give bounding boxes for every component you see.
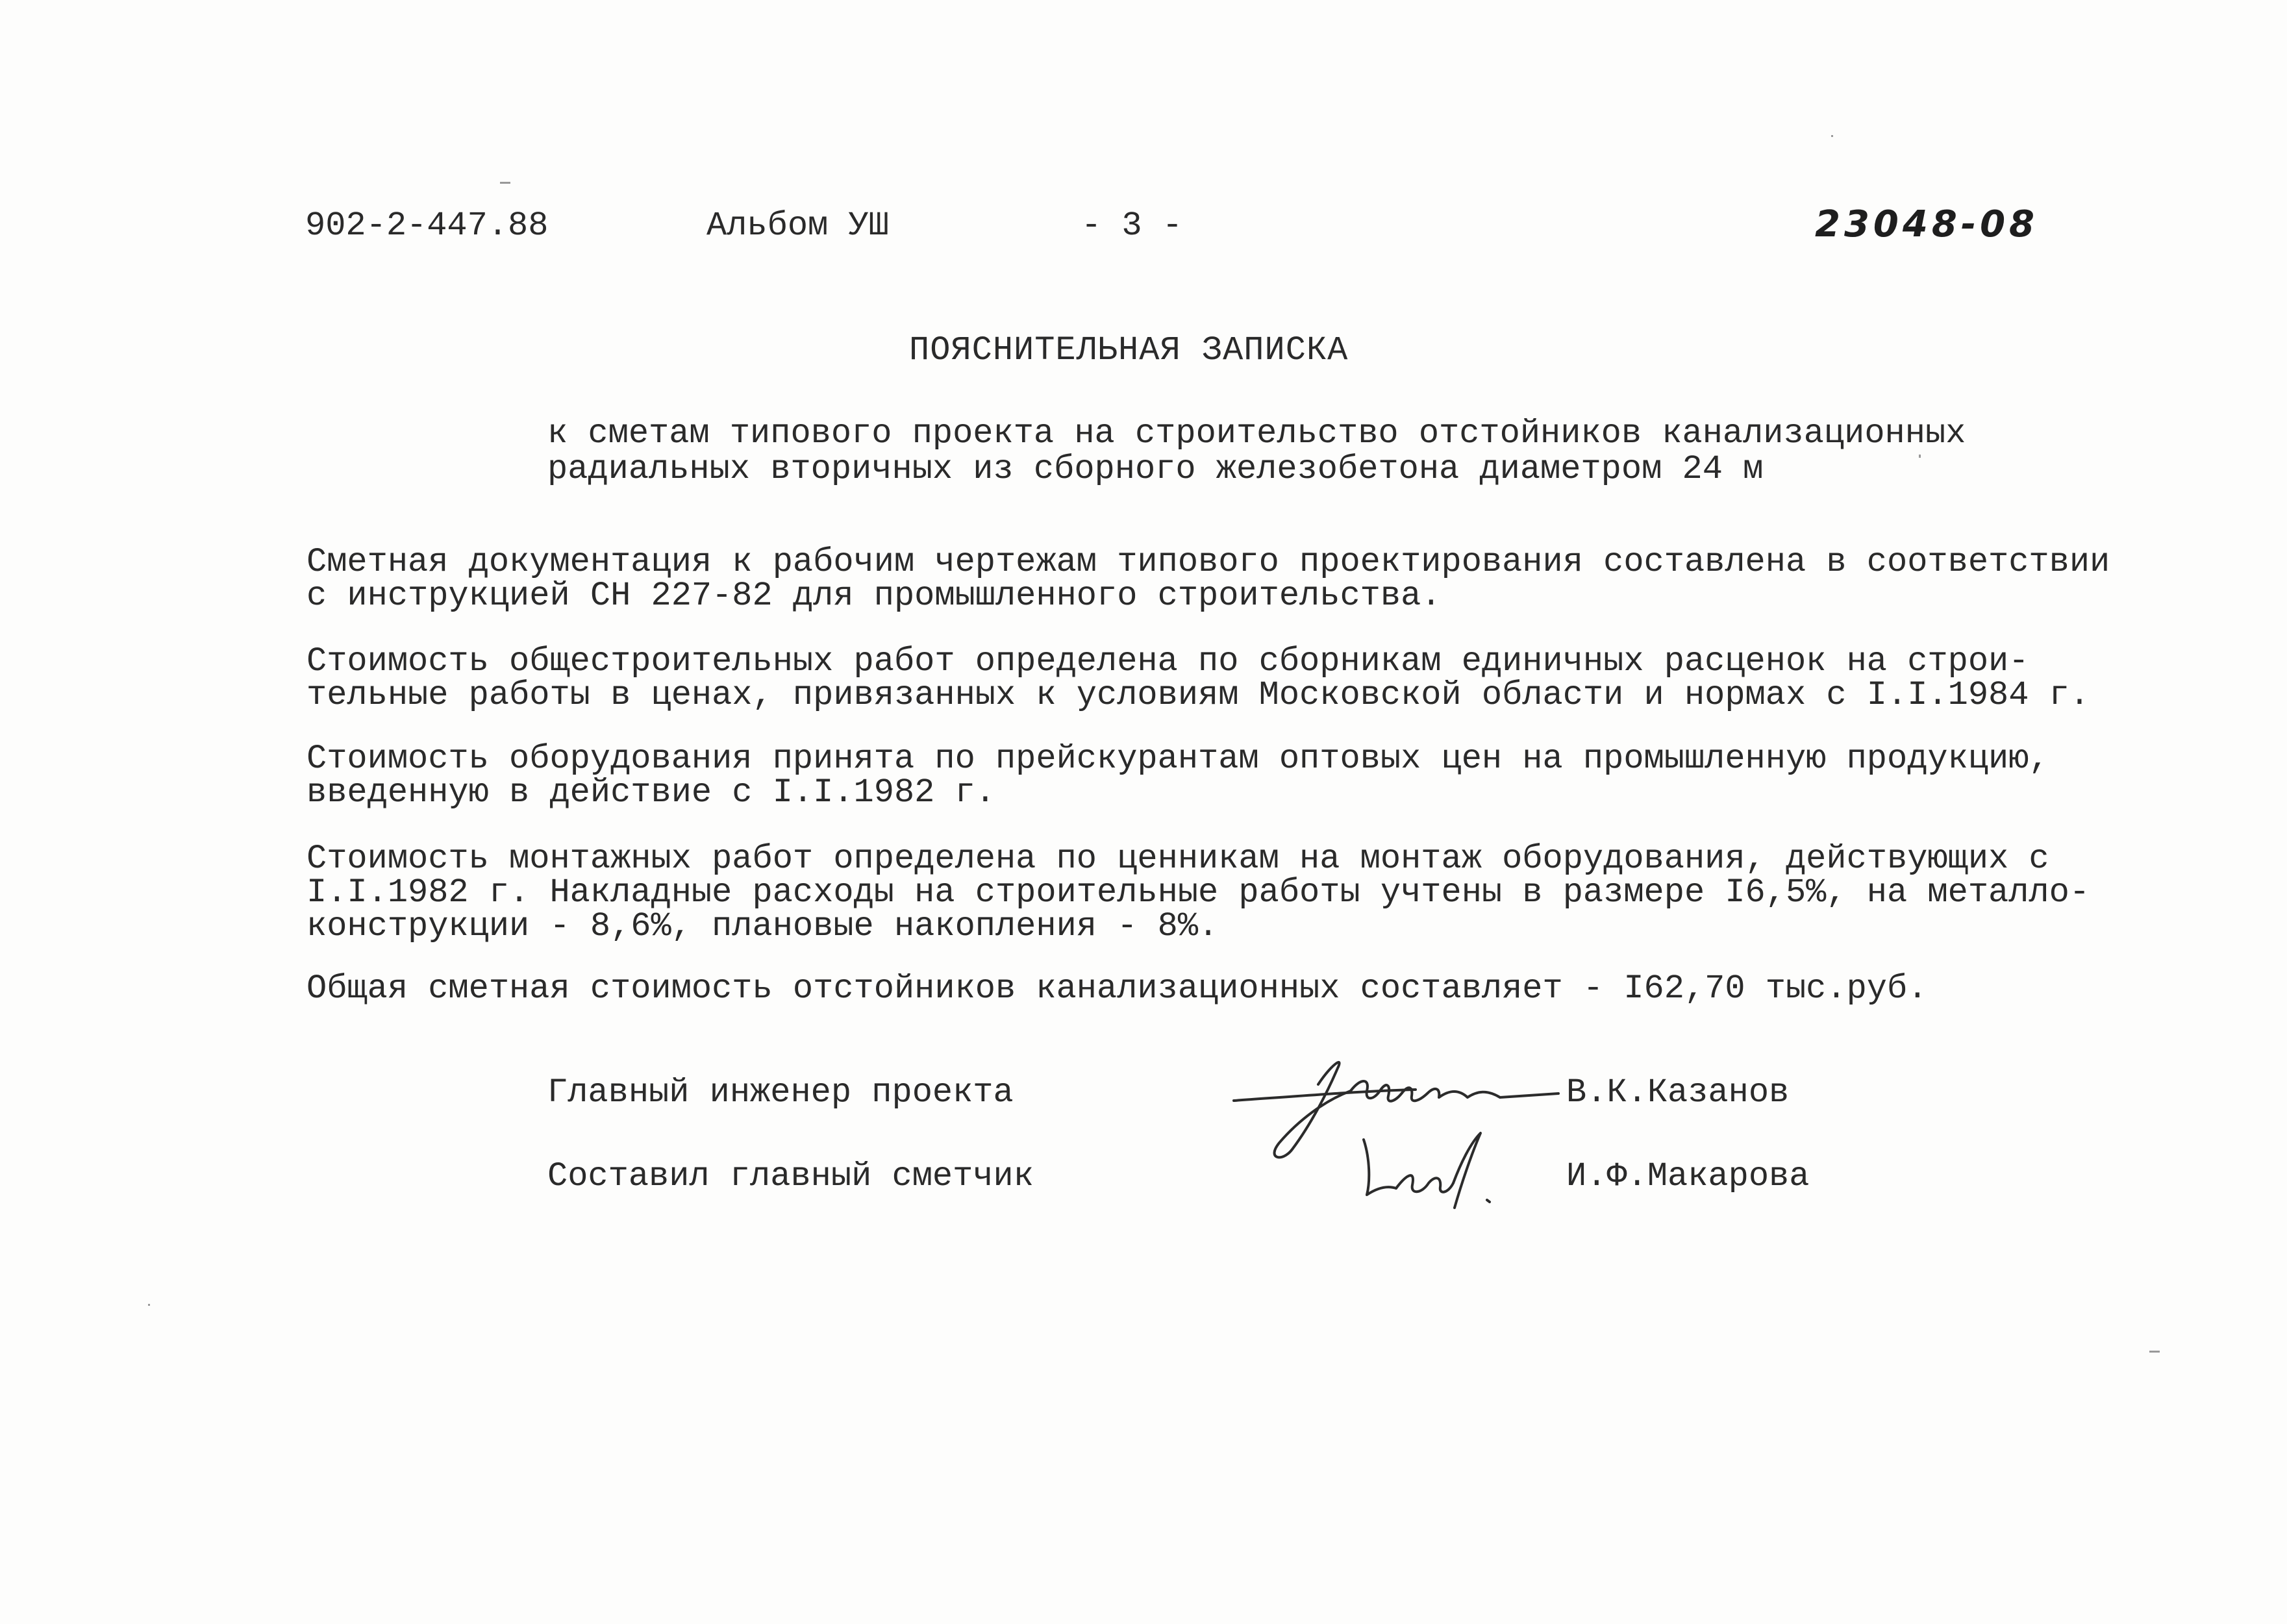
- scan-speck: [500, 182, 510, 184]
- paragraph-line: Стоимость оборудования принята по прейскурантам оптовых цен на промышленную продукцию,: [306, 740, 2049, 778]
- paragraph-documentation: [306, 545, 2110, 613]
- signature-role-chief-engineer: Главный инженер проекта: [547, 1073, 1014, 1112]
- paragraph-line: Общая сметная стоимость отстойников канализационных составляет - I62,70 тыс.руб.: [306, 969, 1928, 1008]
- paragraph-equipment-cost: [306, 742, 2049, 810]
- scan-speck: [1831, 135, 1833, 137]
- paragraph-installation-cost: [306, 842, 2090, 943]
- paragraph-line: Стоимость общестроительных работ определена по сборникам единичных расценок на строи-: [306, 642, 2029, 681]
- paragraph-total-cost: [306, 969, 1928, 1008]
- paragraph-line: конструкции - 8,6%, плановые накопления - 8%.: [306, 907, 1219, 945]
- paragraph-line: с инструкцией СН 227-82 для промышленного строительства.: [306, 577, 1442, 615]
- paragraph-line: Стоимость монтажных работ определена по ценникам на монтаж оборудования, действующих с: [306, 840, 2049, 878]
- document-subtitle: [547, 416, 1966, 487]
- page-number: - 3 -: [1081, 206, 1183, 245]
- document-title: ПОЯСНИТЕЛЬНАЯ ЗАПИСКА: [909, 331, 1349, 369]
- archive-number-handwritten: 23048-08: [1815, 203, 2038, 245]
- subtitle-line: радиальных вторичных из сборного железобетона диаметром 24 м: [547, 450, 1764, 488]
- paragraph-line: тельные работы в ценах, привязанных к условиям Московской области и нормах с I.I.1984 г.: [306, 676, 2090, 714]
- paragraph-construction-cost: [306, 642, 2090, 714]
- paragraph-line: I.I.1982 г. Накладные расходы на строительные работы учтены в размере I6,5%, на металло-: [306, 873, 2090, 912]
- scan-speck: [148, 1304, 150, 1306]
- scan-speck: [2149, 1351, 2160, 1353]
- signature-name-chief-engineer: В.К.Казанов: [1566, 1073, 1790, 1112]
- signature-name-estimator: И.Ф.Макарова: [1566, 1157, 1810, 1195]
- paragraph-line: Сметная документация к рабочим чертежам типового проектирования составлена в соответствии: [306, 543, 2110, 581]
- paragraph-line: введенную в действие с I.I.1982 г.: [306, 773, 995, 812]
- signature-role-estimator: Составил главный сметчик: [547, 1157, 1034, 1195]
- document-code: 902-2-447.88: [305, 206, 549, 245]
- subtitle-line: к сметам типового проекта на строительство отстойников канализационных: [547, 414, 1966, 453]
- handwritten-signature-makarova: [1351, 1123, 1506, 1214]
- scan-speck: [1919, 455, 1921, 458]
- album-label: Альбом УШ: [706, 206, 889, 245]
